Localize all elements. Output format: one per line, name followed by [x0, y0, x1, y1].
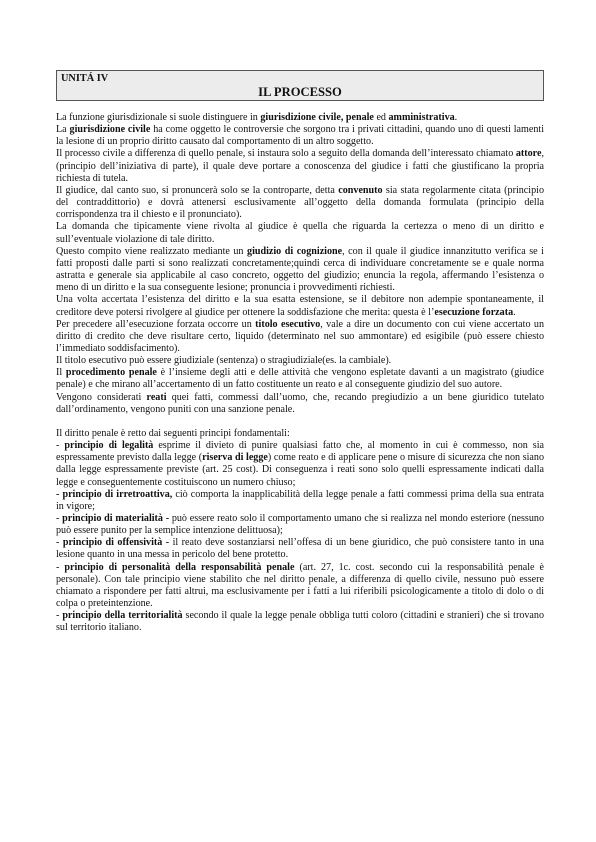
text-run: Il	[56, 367, 66, 379]
text-run: La	[56, 124, 70, 136]
unit-header-box	[56, 70, 544, 101]
text-run: ha come oggetto le controversie che sorgono tra i privati cittadini, quando uno di questi lamenti la lesione di un proprio diritto causato dal comportamento di un altro soggetto.	[56, 124, 545, 148]
text-run: Per precedere all’esecuzione forzata occorre un	[56, 318, 256, 330]
text-run: -	[56, 537, 63, 549]
paragraph	[56, 367, 544, 391]
bold-term: principio di legalità	[64, 440, 154, 452]
text-run: Il giudice, dal canto suo, si pronuncerà solo se la controparte, detta	[56, 184, 339, 196]
text-run: -	[56, 561, 65, 573]
text-run: -	[56, 440, 65, 452]
text-run: può essere reato solo il comportamento umano che si realizza nel mondo esteriore (nessuno può essere punito per la semplice intenzione delittuosa);	[56, 513, 544, 537]
bold-term: principio della territorialità	[62, 610, 183, 622]
bold-term: - principio di irretroattiva,	[56, 488, 173, 500]
text-run: La funzione giurisdizionale si suole distinguere in	[56, 112, 261, 123]
paragraph-gap	[56, 416, 544, 428]
text-run: esprime il divieto di punire qualsiasi fatto che, al momento in cui è commesso, non sia espressamente previsto dalla legge (	[56, 440, 544, 464]
bold-term: giurisdizione civile	[69, 124, 151, 136]
paragraph	[56, 440, 544, 489]
text-run: , vale a dire un documento con cui viene accertato un diritto di credito che deve risultare certo, liquido (determinato nel suo ammontare) ed esigibile (può essere chiesto l’immediato soddisfacimento).	[56, 318, 544, 354]
paragraph	[56, 392, 544, 416]
document-page	[56, 70, 544, 635]
paragraph	[56, 355, 544, 367]
text-run: La domanda che tipicamente viene rivolta al giudice è quella che riguarda la certezza o meno di un diritto e sull’eventuale violazione di tale diritto.	[56, 221, 544, 245]
bold-term: titolo esecutivo	[255, 318, 321, 330]
paragraph	[56, 221, 544, 245]
bold-term: giudizio di cognizione	[247, 245, 343, 257]
bold-term: riserva di legge	[202, 452, 268, 464]
text-run: , con il quale il giudice innanzitutto verifica se i fatti proposti dalle parti si sono realizzati concretamente;quindi cerca di individuare concretamente se e quale norma astratta e generale sia applicabile al caso concreto, oggetto del giudizio; enuncia la regola, affermando l’esistenza o meno di un diritto e la sua conseguente lesione; pronuncia i provvedimenti richiesti.	[56, 245, 544, 294]
bold-term: attore	[515, 148, 542, 160]
bold-term: esecuzione forzata	[434, 306, 514, 318]
text-run: sia stata regolarmente citata (principio del contraddittorio) e dovrà attenersi esclusivamente all’oggetto della domanda formulata (principio della corrispondenza tra il chiesto e il pronunciato).	[56, 184, 544, 221]
text-run: Una volta accertata l’esistenza del diritto e la sua esatta estensione, se il debitore non adempie spontaneamente, il creditore deve potersi rivolgere al giudice per ottenere la soddisfazione che merita: questa è l’	[56, 294, 544, 318]
bold-term: principio di offensività -	[62, 537, 170, 549]
text-run: (art. 27, 1c. cost. secondo cui la responsabilità penale è personale). Con tale principio viene stabilito che nel diritto penale, a differenza di quello civile, nessuno può essere chiamato a rispondere per fatti altrui, ma esclusivamente per i fatti a lui riferibili psicologicamente a titolo di dolo o di colpa o preteintenzione.	[56, 561, 545, 610]
paragraph	[56, 148, 544, 184]
text-run: il reato deve sostanziarsi nell’offesa di un bene giuridico, che può consistere tanto in una lesione quanto in una messa in pericolo del bene protetto.	[56, 537, 544, 561]
text-run: Vengono considerati	[56, 391, 147, 403]
text-run: ed	[373, 112, 389, 123]
bold-term: principio di personalità della responsabilità penale	[64, 561, 295, 573]
text-run: Il processo civile a differenza di quello penale, si instaura solo a seguito della domanda dell’interessato chiamato	[56, 148, 516, 160]
paragraph	[56, 294, 544, 318]
paragraph	[56, 489, 544, 513]
bold-term: amministrativa	[388, 112, 455, 123]
bold-term: procedimento penale	[65, 367, 157, 379]
paragraph	[56, 428, 544, 440]
text-run: ciò comporta la inapplicabilità della legge penale a fatti commessi prima della sua entrata in vigore;	[56, 488, 544, 512]
text-run: .	[454, 112, 458, 123]
text-run: Questo compito viene realizzato mediante un	[56, 245, 248, 257]
paragraph	[56, 112, 544, 124]
text-run: Il diritto penale è retto dai seguenti principi fondamentali:	[56, 427, 290, 439]
text-run: -	[56, 610, 63, 622]
text-run: è l’insieme degli atti e delle attività che vengono espletate davanti a un magistrato (giudice penale) e che mirano all’accertamento di un fatto costituente un reato e al conseguente giudizio del suo autore.	[56, 367, 544, 391]
text-run: -	[56, 513, 63, 524]
body-text	[56, 112, 544, 635]
unit-label: UNITÁ IV	[61, 73, 109, 84]
paragraph	[56, 537, 544, 561]
paragraph	[56, 610, 544, 634]
bold-term: principio di materialità -	[62, 513, 170, 524]
bold-term: reati	[146, 391, 167, 403]
paragraph	[56, 319, 544, 355]
paragraph	[56, 513, 544, 537]
paragraph	[56, 246, 544, 295]
text-run: ) come reato e di applicare pene o misure di sicurezza che non siano dalla legge espressamente previste (art. 25 cost). Di conseguenza i reati sono solo quelli espressamente indicati dalla legge e conseguentemente costituiscono un numero chiuso;	[56, 452, 544, 488]
paragraph	[56, 124, 544, 148]
text-run: secondo il quale la legge penale obbliga tutti coloro (cittadini e stranieri) che si trovano sul territorio italiano.	[56, 610, 545, 634]
page-title: IL PROCESSO	[258, 85, 342, 99]
paragraph	[56, 562, 544, 611]
paragraph	[56, 185, 544, 221]
text-run: Il titolo esecutivo può essere giudiziale (sentenza) o stragiudiziale(es. la cambiale).	[56, 355, 392, 367]
text-run: .	[513, 306, 516, 318]
text-run: , (principio dell’iniziativa di parte), il quale deve portare a conoscenza del giudice i fatti che giustificano la propria richiesta di tutela.	[56, 148, 544, 184]
text-run: quei fatti, commessi dall’uomo, che, recando pregiudizio a un bene giuridico tutelato dall’ordinamento, vengono puniti con una sanzione penale.	[56, 391, 544, 415]
bold-term: giurisdizione civile, penale	[260, 112, 374, 123]
bold-term: convenuto	[338, 184, 383, 196]
